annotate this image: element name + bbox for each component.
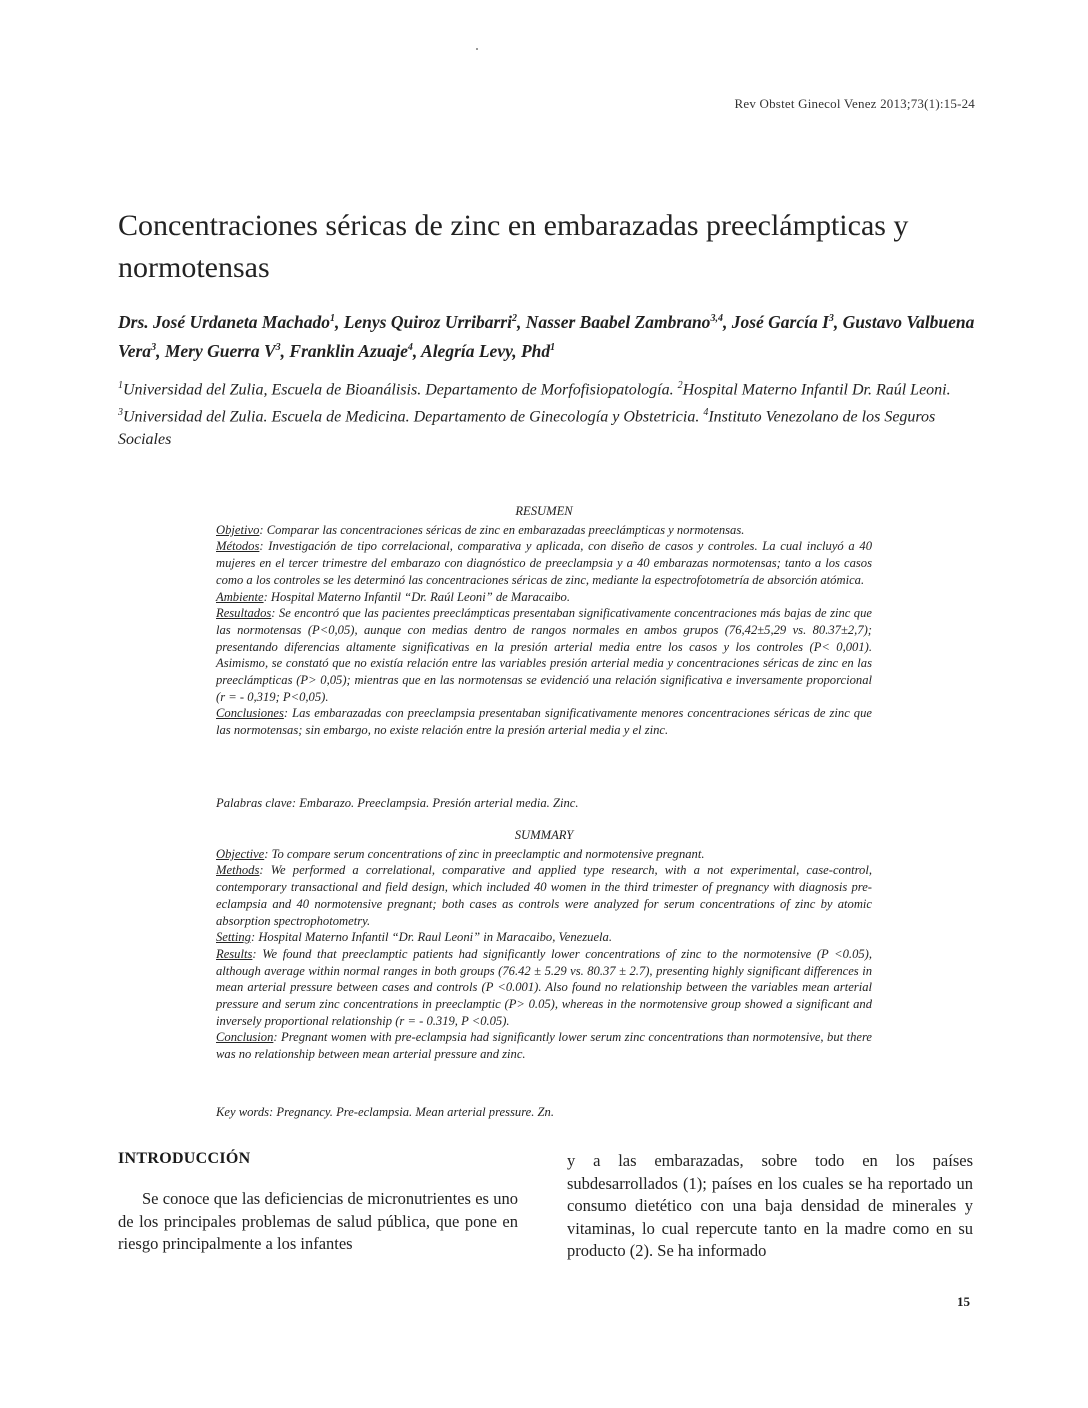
resumen-section: [216, 589, 872, 606]
summary-section-text: : Pregnant women with pre-eclampsia had significantly lower serum zinc concentrations than normotensive, but there was no relationship between mean arterial pressure and zinc.: [216, 1030, 872, 1062]
summary-section-text: : To compare serum concentrations of zinc in preeclamptic and normotensive pregnant.: [264, 846, 705, 861]
section-heading-introduccion: INTRODUCCIÓN: [118, 1150, 251, 1167]
author-affiliation-mark: 2: [511, 313, 517, 324]
key-words: Key words: Pregnancy. Pre-eclampsia. Mean arterial pressure. Zn.: [216, 1105, 554, 1119]
summary-section-label: Setting: [216, 930, 251, 945]
author-name: Lenys Quiroz Urribarri: [343, 311, 512, 332]
body-column-left: [118, 1188, 518, 1256]
resumen-section-label: Resultados: [216, 606, 272, 621]
author-affiliation-mark: 3,4: [710, 313, 723, 324]
resumen-section-label: Métodos: [216, 539, 260, 554]
intro-paragraph-right: y a las embarazadas, sobre todo en los países subdesarrollados (1); países en los cuales se ha reportado un consumo dietético con una baja densidad de minerales y vitaminas, lo cual repercute tanto en la madre como en su producto (2). Se ha informado: [567, 1151, 973, 1260]
resumen-section-label: Conclusiones: [216, 706, 284, 721]
author-name: Mery Guerra V: [164, 340, 276, 361]
author-affiliation-mark: 3: [151, 341, 157, 353]
scan-mark: [476, 48, 478, 50]
resumen-section: [216, 522, 872, 539]
summary-section: [216, 946, 872, 1030]
summary-sections: [216, 846, 872, 1063]
affiliation-text: Hospital Materno Infantil Dr. Raúl Leoni.: [682, 381, 951, 399]
affiliation-text: Universidad del Zulia, Escuela de Bioanálisis. Departamento de Morfofisiopatología.: [123, 381, 678, 399]
resumen-section-text: : Comparar las concentraciones séricas de zinc en embarazadas preeclámpticas y normotensas.: [259, 522, 745, 537]
summary-section-label: Conclusion: [216, 1030, 274, 1045]
resumen-section-text: : Las embarazadas con preeclampsia presentaban significativamente menores concentraciones séricas de zinc que las normotensas; sin embargo, no existe relación entre la presión arterial media y el zinc.: [216, 706, 872, 738]
author-name: Alegría Levy, Phd: [421, 340, 551, 361]
intro-paragraph-left: Se conoce que las deficiencias de micronutrientes es uno de los principales problemas de salud pública, que pone en riesgo principalmente a los infantes: [118, 1189, 518, 1253]
resumen-section-label: Ambiente: [216, 589, 264, 604]
summary-section: [216, 862, 872, 929]
page-number: 15: [957, 1294, 970, 1309]
affiliations: [118, 375, 978, 451]
affiliation-number: 4: [703, 406, 709, 418]
author-name: Gustavo Valbuena Vera: [118, 311, 975, 361]
summary-heading: SUMMARY: [514, 828, 574, 842]
resumen-section-text: : Se encontró que las pacientes preeclámpticas presentaban significativamente concentraciones más bajas de zinc que las normotensas (P<0,05), aunque con medias dentro de rangos normales en ambos grupos (76,42±5,29 vs. 80.37±2,7); presentando diferencias altamente significativas en la presión arterial media entre los casos y los controles (P< 0,001). Asimismo, se constató que no existía relación entre las variables presión arterial media y concentraciones séricas de zinc en las preeclámpticas (P> 0,05); mientras que en las normotensas se evidenció una relación significativa e inversamente proporcional (r = - 0,319; P<0,05).: [216, 606, 872, 704]
resumen-heading: RESUMEN: [515, 504, 573, 518]
affiliation-text: Universidad del Zulia. Escuela de Medicina. Departamento de Ginecología y Obstetricia.: [123, 408, 704, 426]
journal-reference: Rev Obstet Ginecol Venez 2013;73(1):15-24: [734, 96, 975, 111]
author-affiliation-mark: 4: [407, 341, 413, 353]
palabras-clave: Palabras clave: Embarazo. Preeclampsia. Presión arterial media. Zinc.: [216, 796, 579, 810]
summary-section: [216, 929, 872, 946]
affiliation-number: 1: [118, 380, 123, 391]
resumen-sections: [216, 522, 872, 739]
resumen-section: [216, 605, 872, 705]
affiliation-number: 2: [677, 380, 683, 391]
summary-section: [216, 846, 872, 863]
summary-section: [216, 1029, 872, 1062]
resumen-section-text: : Investigación de tipo correlacional, comparativa y aplicada, con diseño de casos y controles. La cual incluyó a 40 mujeres en el tercer trimestre del embarazo con diagnóstico de preeclampsia y a 40 embarazas normotensas; tanto a los casos como a los controles se les determinó las concentraciones séricas de zinc, mediante la espectrofotometría de absorción atómica.: [216, 539, 872, 587]
author-affiliation-mark: 1: [329, 313, 335, 324]
author-name: Franklin Azuaje: [289, 340, 408, 361]
resumen-section: [216, 705, 872, 738]
summary-section-label: Methods: [216, 863, 260, 878]
summary-section-text: : Hospital Materno Infantil “Dr. Raul Leoni” in Maracaibo, Venezuela.: [250, 930, 612, 945]
author-affiliation-mark: 3: [828, 313, 834, 324]
body-column-right: [567, 1150, 973, 1263]
article-title: Concentraciones séricas de zinc en embarazadas preeclámpticas y normotensas: [118, 209, 909, 284]
resumen-section-text: : Hospital Materno Infantil “Dr. Raúl Leoni” de Maracaibo.: [263, 589, 571, 604]
author-name: Drs. José Urdaneta Machado: [118, 311, 330, 332]
resumen-section: [216, 538, 872, 588]
author-name: Nasser Baabel Zambrano: [525, 311, 711, 332]
summary-section-text: : We found that preeclamptic patients had significantly lower concentrations of zinc to the normotensive (P <0.05), although average within normal ranges in both groups (76.42 ± 5.29 vs. 80.37 ± 2.7), presenting highly significant differences in mean arterial pressure between cases and controls (P <0.001). Also found no relationship between the variables mean arterial pressure and serum zinc concentrations in preeclamptic (P> 0.05), whereas in the normotensive group showed a significant and inversely proportional relationship (r = - 0.319, P <0.05).: [216, 946, 872, 1028]
summary-section-label: Results: [216, 946, 253, 961]
author-affiliation-mark: 3: [275, 341, 281, 353]
summary-block: [216, 827, 872, 1063]
resumen-block: [216, 503, 872, 739]
resumen-section-label: Objetivo: [216, 522, 260, 537]
affiliation-text: Instituto Venezolano de los Seguros Sociales: [118, 408, 936, 448]
author-affiliation-mark: 1: [550, 341, 556, 353]
affiliation-number: 3: [118, 406, 123, 418]
summary-section-label: Objective: [216, 846, 265, 861]
author-list: Drs. José Urdaneta Machado$^1$, Lenys Quiroz Urribarri$^2$, Nasser Baabel Zambrano$^{3,4}$, José García $I^3$, Gustavo Valbuena Vera$^3$, Mery Guerra $V^3$, Franklin Azuaje$^4$, Alegría Levy, Phd$^1$: [118, 311, 975, 361]
summary-section-text: : We performed a correlational, comparative and applied type research, with a not experimental, case-control, contemporary transactional and field design, which included 40 women in the third trimester of pregnancy with diagnosis pre-eclampsia and 40 normotensive pregnant; both cases as controls were analyzed for serum concentrations of zinc by atomic absorption spectrophotometry.: [216, 863, 872, 928]
author-name: José García I: [731, 311, 829, 332]
